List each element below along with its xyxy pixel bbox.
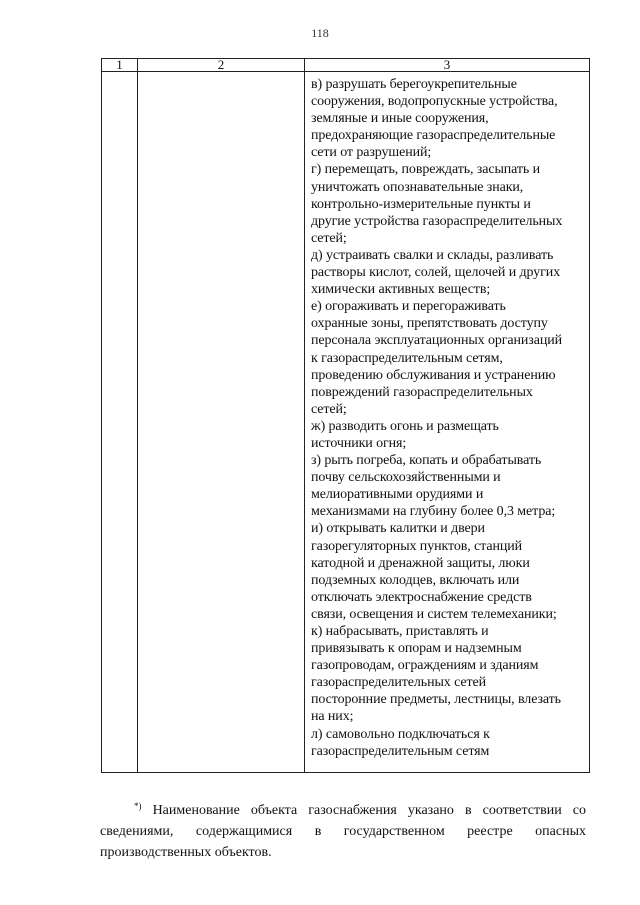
footnote-line: сведениями, содержащимися в государственном реестре опасных [100,824,586,839]
text-line: к газораспределительным сетям, [311,350,503,366]
text-line: сети от разрушений; [311,145,432,161]
text-line: л) самовольно подключаться к [311,726,490,742]
text-line: газораспределительным сетям [311,743,490,759]
text-line: на них; [311,709,354,725]
text-line: сетей; [311,230,347,246]
text-line: газорегуляторных пунктов, станций [311,538,523,554]
text-line: в) разрушать берегоукрепительные [311,77,517,92]
text-line: сооружения, водопропускные устройства, [311,94,558,110]
text-line: контрольно-измерительные пункты и [311,196,531,212]
text-line: персонала эксплуатационных организаций [311,333,563,349]
text-line: почву сельскохозяйственными и [311,470,501,486]
footnote-marker: *) [134,801,142,811]
text-line: мелиоративными орудиями и [311,487,484,503]
text-line: привязывать к опорам и надземным [311,641,522,657]
text-line: другие устройства газораспределительных [311,213,563,229]
text-line: катодной и дренажной защиты, люки [311,555,530,571]
text-line: источники огня; [311,435,407,451]
column-header-3: 3 [305,59,590,72]
footnote [100,796,586,863]
table-cell-col3 [305,72,590,773]
text-line: е) огораживать и перегораживать [311,299,506,315]
text-line: химически активных веществ; [311,282,491,298]
text-line: д) устраивать свалки и склады, разливать [311,247,554,263]
text-line: проведению обслуживания и устранению [311,367,556,383]
footnote-line-text: Наименование объекта газоснабжения указано в соответствии со [152,803,586,818]
restrictions-list [305,72,589,760]
table-cell-col2 [138,72,305,773]
table-cell-col1 [102,72,138,773]
text-line: з) рыть погреба, копать и обрабатывать [311,453,542,469]
text-line: связи, освещения и систем телемеханики; [311,606,557,622]
text-line: г) перемещать, повреждать, засыпать и [311,162,541,178]
table-row [102,72,590,773]
footnote-line [100,796,586,821]
text-line: механизмами на глубину более 0,3 метра; [311,504,556,520]
text-line: подземных колодцев, включать или [311,572,520,588]
text-line: посторонние предметы, лестницы, влезать [311,692,561,708]
column-header-1: 1 [102,59,138,72]
column-header-2: 2 [138,59,305,72]
text-line: сетей; [311,401,347,417]
text-line: газораспределительных сетей [311,675,486,691]
text-line: ж) разводить огонь и размещать [311,418,499,434]
text-line: газопроводам, ограждениям и зданиям [311,658,539,674]
table-header-row [102,59,590,72]
text-line: растворы кислот, солей, щелочей и других [311,265,561,281]
footnote-line: производственных объектов. [100,845,272,860]
text-line: уничтожать опознавательные знаки, [311,179,524,195]
text-line: предохраняющие газораспределительные [311,128,556,144]
text-line: повреждений газораспределительных [311,384,533,400]
text-line: и) открывать калитки и двери [311,521,485,537]
text-line: земляные и иные сооружения, [311,111,489,127]
text-line: к) набрасывать, приставлять и [311,624,489,639]
text-line: отключать электроснабжение средств [311,589,532,605]
page-number: 118 [311,26,329,40]
requirements-table [101,58,590,773]
text-line: охранные зоны, препятствовать доступу [311,316,548,332]
